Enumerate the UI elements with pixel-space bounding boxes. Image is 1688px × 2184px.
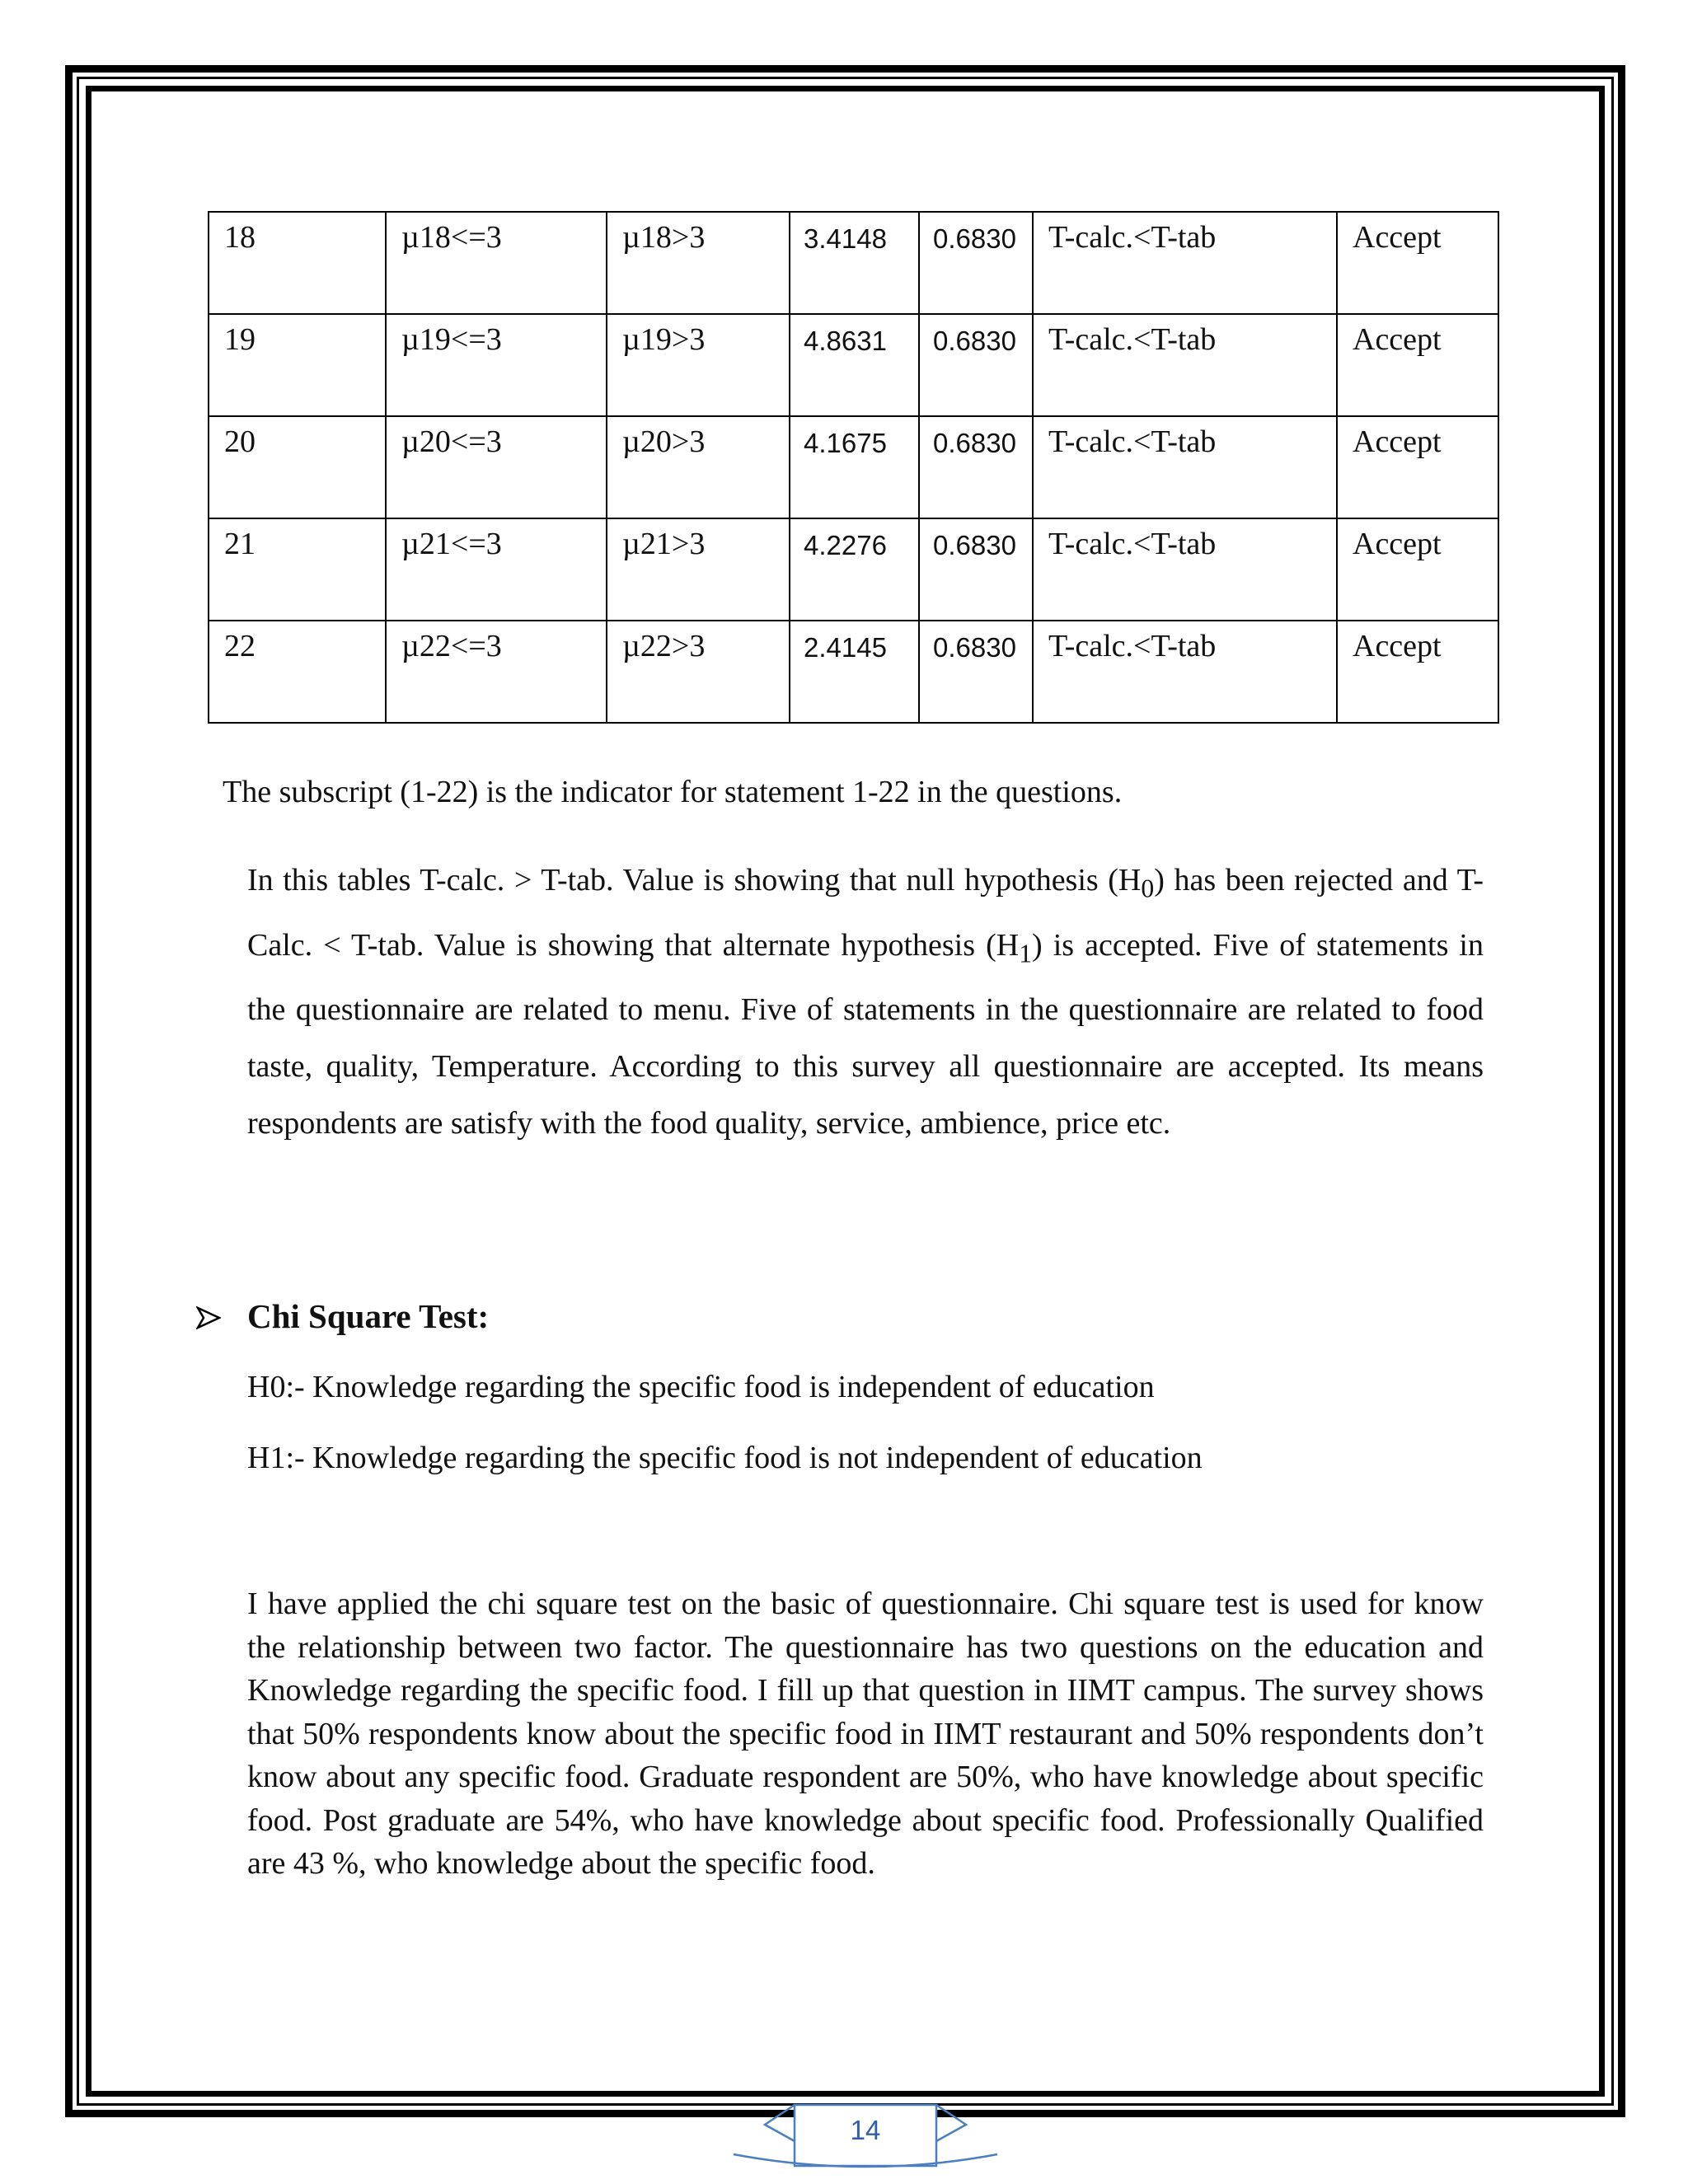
- subscript-note: The subscript (1-22) is the indicator for statement 1-22 in the questions.: [223, 775, 1123, 809]
- t-calc-value: 4.8631: [790, 314, 919, 416]
- alternate-hypothesis: µ19>3: [607, 314, 790, 416]
- table-row: [209, 416, 1498, 518]
- comparison-result: T-calc.<T-tab: [1033, 518, 1337, 621]
- t-calc-value: 4.2276: [790, 518, 919, 621]
- alternate-hypothesis: µ21>3: [607, 518, 790, 621]
- alternate-hypothesis: µ20>3: [607, 416, 790, 518]
- comparison-result: T-calc.<T-tab: [1033, 621, 1337, 723]
- chi-square-title: Chi Square Test:: [247, 1297, 490, 1335]
- arrow-bullet-icon: [196, 1296, 247, 1337]
- t-tab-value: 0.6830: [919, 314, 1033, 416]
- statement-number: 22: [209, 621, 386, 723]
- alternate-hypothesis: µ22>3: [607, 621, 790, 723]
- table-row: [209, 621, 1498, 723]
- null-hypothesis: µ18<=3: [386, 212, 607, 314]
- null-hypothesis: µ20<=3: [386, 416, 607, 518]
- comparison-result: T-calc.<T-tab: [1033, 314, 1337, 416]
- page-footer: [725, 2100, 1006, 2171]
- interpretation-paragraph: In this tables T-calc. > T-tab. Value is showing that null hypothesis $(H_0)$ has been rejected and T-Calc. < T-tab. Value is showing that alternate hypothesis $(H_1)$ is accepted. Five of statements in the questionnaire are related to menu. Five of statements in the questionnaire are related to food taste, quality, Temperature. According to this survey all questionnaire are accepted. Its means respondents are satisfy with the food quality, service, ambience, price etc.: [247, 863, 1484, 1141]
- chi-square-heading: [196, 1296, 489, 1337]
- t-tab-value: 0.6830: [919, 212, 1033, 314]
- alternate-hypothesis: µ18>3: [607, 212, 790, 314]
- statement-number: 18: [209, 212, 386, 314]
- t-calc-value: 4.1675: [790, 416, 919, 518]
- table-row: [209, 212, 1498, 314]
- decision: Accept: [1337, 518, 1498, 621]
- null-hypothesis: µ21<=3: [386, 518, 607, 621]
- t-tab-value: 0.6830: [919, 416, 1033, 518]
- decision: Accept: [1337, 416, 1498, 518]
- decision: Accept: [1337, 314, 1498, 416]
- t-test-table: [208, 211, 1499, 724]
- t-tab-value: 0.6830: [919, 518, 1033, 621]
- statement-number: 19: [209, 314, 386, 416]
- t-calc-value: 2.4145: [790, 621, 919, 723]
- comparison-result: T-calc.<T-tab: [1033, 416, 1337, 518]
- decision: Accept: [1337, 621, 1498, 723]
- subscript-zero: 0: [1141, 874, 1155, 903]
- comparison-result: T-calc.<T-tab: [1033, 212, 1337, 314]
- statement-number: 21: [209, 518, 386, 621]
- t-tab-value: 0.6830: [919, 621, 1033, 723]
- null-hypothesis-statement: H0:- Knowledge regarding the specific food is independent of education: [247, 1370, 1155, 1404]
- page-number: 14: [850, 2115, 881, 2145]
- t-calc-value: 3.4148: [790, 212, 919, 314]
- subscript-one: 1: [1019, 939, 1033, 968]
- alternate-hypothesis-statement: H1:- Knowledge regarding the specific food is not independent of education: [247, 1441, 1203, 1475]
- null-hypothesis: µ22<=3: [386, 621, 607, 723]
- decision: Accept: [1337, 212, 1498, 314]
- statement-number: 20: [209, 416, 386, 518]
- chi-square-paragraph: I have applied the chi square test on the basic of questionnaire. Chi square test is used for know the relationship between two factor. The questionnaire has two questions on the education and Knowledge regarding the specific food. I fill up that question in IIMT campus. The survey shows that 50% respondents know about the specific food in IIMT restaurant and 50% respondents don’t know about any specific food. Graduate respondent are 50%, who have knowledge about specific food. Post graduate are 54%, who have knowledge about specific food. Professionally Qualified are 43 %, who knowledge about the specific food.: [247, 1586, 1484, 1881]
- null-hypothesis: µ19<=3: [386, 314, 607, 416]
- table-row: [209, 314, 1498, 416]
- table-row: [209, 518, 1498, 621]
